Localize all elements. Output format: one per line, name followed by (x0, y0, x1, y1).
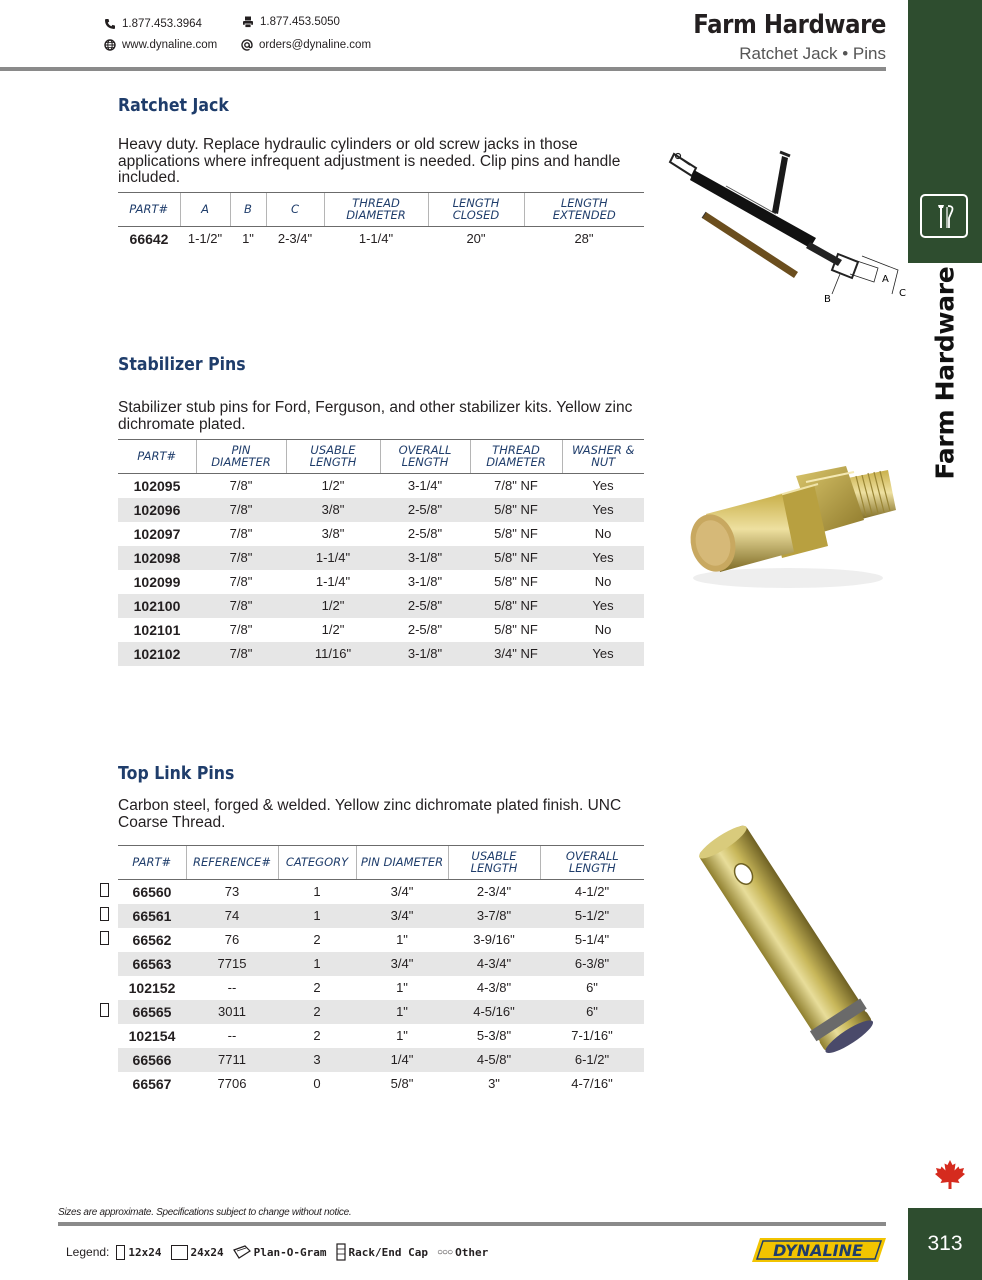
table-row (118, 498, 644, 522)
ratchet-jack-table (118, 192, 644, 251)
cell: 1 (278, 904, 356, 928)
table-row (118, 976, 644, 1000)
part-number: 66566 (118, 1048, 186, 1072)
cell: -- (227, 980, 237, 995)
part-number: 102096 (118, 498, 196, 522)
cell: 2-5/8" (407, 622, 443, 637)
col-overall-length: OVERALL LENGTH (380, 440, 470, 474)
top-link-pins-title: Top Link Pins (118, 764, 235, 784)
cell: 7/8" (196, 498, 286, 522)
col-length-extended: LENGTH EXTENDED (524, 193, 644, 227)
table-row (118, 1072, 644, 1096)
email-link[interactable]: orders@dynaline.com (259, 39, 372, 51)
part-number: 102099 (133, 573, 181, 590)
part-number: 102098 (118, 546, 196, 570)
table-row (118, 928, 644, 952)
cell: 5/8" NF (494, 622, 538, 637)
cell: -- (227, 1028, 237, 1043)
col-c: C (266, 193, 324, 227)
cell: No (594, 574, 612, 589)
pin-category-icon (920, 194, 968, 238)
stabilizer-pins-table (118, 439, 644, 666)
part-number: 66561 (118, 904, 186, 928)
col-part: PART# (118, 440, 196, 474)
cell: 20" (466, 231, 486, 247)
cell: 74 (186, 904, 278, 928)
dim-label-a: A (882, 274, 889, 285)
at-icon (241, 39, 253, 51)
legend-24x24-icon (171, 1245, 188, 1260)
cell: 5/8" NF (494, 574, 538, 589)
cell: 7715 (186, 952, 278, 976)
part-number: 66567 (132, 1075, 172, 1092)
ratchet-jack-image (666, 150, 906, 310)
cell: 3-1/8" (380, 642, 470, 666)
table-row (118, 904, 644, 928)
col-washer-nut: WASHER & NUT (562, 440, 644, 474)
cell: 2-3/4" (476, 884, 512, 900)
table-row (118, 880, 644, 904)
cell: 2-3/4" (277, 231, 313, 247)
table-row (118, 546, 644, 570)
part-number: 102152 (128, 979, 176, 996)
table-row (118, 227, 644, 251)
cell: 3/4" NF (470, 642, 562, 666)
col-b: B (230, 193, 266, 227)
side-tab-label: Farm Hardware (930, 266, 960, 480)
cell: 7/8" (196, 594, 286, 618)
col-pin-diameter: PIN DIAMETER (356, 846, 448, 880)
col-reference: REFERENCE# (186, 846, 278, 880)
cell: 3/8" (286, 498, 380, 522)
cell: 2 (313, 980, 321, 995)
col-category: CATEGORY (278, 846, 356, 880)
stabilizer-pin-image (678, 462, 906, 594)
cell: 3 (278, 1048, 356, 1072)
cell: 6-1/2" (540, 1048, 644, 1072)
maple-leaf-icon (933, 1158, 967, 1192)
top-link-pins-table (118, 845, 644, 1096)
cell: 5/8" NF (470, 546, 562, 570)
cell: 7/8" (229, 526, 253, 541)
cell: Yes (592, 478, 614, 494)
legend-12x24-marker (100, 1003, 109, 1017)
page-title: Farm Hardware (693, 10, 886, 40)
col-part: PART# (118, 846, 186, 880)
cell: 1" (356, 1000, 448, 1024)
cell: 1" (396, 932, 408, 947)
globe-icon (104, 39, 116, 51)
cell: 4-3/8" (476, 980, 512, 995)
table-row (118, 1024, 644, 1048)
email-contact (241, 39, 371, 51)
cell: 11/16" (286, 642, 380, 666)
col-thread-diameter: THREAD DIAMETER (470, 440, 562, 474)
legend-plan-o-gram-label: Plan-O-Gram (253, 1245, 327, 1259)
stabilizer-pins-description: Stabilizer stub pins for Ford, Ferguson, and other stabilizer kits. Yellow zinc dichromate plated. (118, 399, 633, 433)
cell: 3/8" (321, 526, 345, 541)
logo-text: DYNALINE (773, 1241, 863, 1260)
cell: 1/4" (356, 1048, 448, 1072)
table-row (118, 474, 644, 498)
cell: 7/8" (196, 546, 286, 570)
cell: 4-1/2" (574, 884, 610, 900)
footer-divider (58, 1222, 886, 1226)
cell: 1/2" (321, 478, 345, 494)
cell: 1/2" (321, 622, 345, 637)
legend-12x24-icon (116, 1245, 125, 1260)
cell: 7/8" NF (494, 478, 538, 494)
cell: 7/8" (196, 642, 286, 666)
cell: 5/8" NF (470, 594, 562, 618)
cell: 2 (313, 932, 321, 947)
legend-24x24-label: 24x24 (190, 1245, 224, 1259)
cell: 1 (278, 952, 356, 976)
cell: 5-3/8" (476, 1028, 512, 1043)
cell: 3" (488, 1076, 500, 1091)
cell: 1 (313, 884, 321, 900)
table-row (118, 618, 644, 642)
dim-label-b: B (824, 294, 831, 305)
legend-other-label: Other (455, 1245, 489, 1259)
cell: 1-1/2" (187, 231, 223, 247)
part-number: 102101 (133, 621, 181, 638)
legend-12x24-marker (100, 931, 109, 945)
cell: 7/8" (229, 478, 253, 494)
fax-number: 1.877.453.5050 (260, 16, 340, 28)
table-row (118, 1048, 644, 1072)
phone-number: 1.877.453.3964 (122, 18, 202, 30)
stabilizer-pins-title: Stabilizer Pins (118, 355, 246, 375)
cell: 3/4" (356, 952, 448, 976)
cell: 5/8" (390, 1076, 414, 1091)
cell: 3/4" (356, 904, 448, 928)
cell: No (594, 622, 612, 637)
cell: 1/2" (286, 594, 380, 618)
top-link-pins-description: Carbon steel, forged & welded. Yellow zinc dichromate plated finish. UNC Coarse Thread. (118, 797, 622, 831)
cell: 7-1/16" (571, 1028, 613, 1043)
part-number: 66563 (118, 952, 186, 976)
cell: 2-5/8" (407, 526, 443, 541)
cell: 3011 (186, 1000, 278, 1024)
cell: 6" (540, 1000, 644, 1024)
cell: 1" (396, 980, 408, 995)
part-number: 102154 (128, 1027, 176, 1044)
cell: Yes (562, 498, 644, 522)
cell: 7711 (186, 1048, 278, 1072)
legend-12x24-label: 12x24 (128, 1245, 162, 1259)
col-a: A (180, 193, 230, 227)
part-number: 102095 (133, 477, 181, 494)
cell: 6" (586, 980, 598, 995)
cell: 1" (396, 1028, 408, 1043)
disclaimer: Sizes are approximate. Specifications subject to change without notice. (58, 1207, 352, 1218)
cell: 2-5/8" (380, 594, 470, 618)
top-link-pin-image (668, 818, 904, 1068)
phone-contact (104, 18, 202, 30)
col-overall-length: OVERALL LENGTH (540, 846, 644, 880)
cell: 5-1/4" (574, 932, 610, 947)
page-subtitle: Ratchet Jack • Pins (739, 44, 886, 63)
legend-rack-end-cap-label: Rack/End Cap (348, 1245, 428, 1259)
cell: 2 (313, 1028, 321, 1043)
cell: 1-1/4" (315, 574, 351, 589)
cell: 1" (242, 231, 254, 247)
cell: 76 (224, 932, 240, 947)
cell: Yes (562, 546, 644, 570)
col-thread-diameter: THREAD DIAMETER (324, 193, 428, 227)
col-usable-length: USABLE LENGTH (286, 440, 380, 474)
cell: 0 (313, 1076, 321, 1091)
cell: 4-3/4" (448, 952, 540, 976)
page-number: 313 (908, 1208, 982, 1280)
table-row (118, 642, 644, 666)
table-row (118, 1000, 644, 1024)
legend-other-icon: ○○○ (436, 1246, 453, 1258)
website-contact (104, 39, 217, 51)
col-usable-length: USABLE LENGTH (448, 846, 540, 880)
cell: 2-5/8" (380, 498, 470, 522)
cell: 3-1/4" (407, 478, 443, 494)
cell: Yes (562, 642, 644, 666)
header-divider (0, 67, 886, 71)
cell: 4-5/16" (448, 1000, 540, 1024)
cell: 1-1/4" (358, 231, 394, 247)
part-number: 66565 (118, 1000, 186, 1024)
part-number: 102100 (118, 594, 196, 618)
legend-12x24-marker (100, 907, 109, 921)
col-length-closed: LENGTH CLOSED (428, 193, 524, 227)
cell: 3-9/16" (473, 932, 515, 947)
plan-o-gram-icon (233, 1245, 251, 1259)
cell: 4-7/16" (571, 1076, 613, 1091)
dynaline-logo (752, 1236, 886, 1264)
legend (66, 1240, 494, 1264)
cell: 3-1/8" (380, 546, 470, 570)
table-row (118, 952, 644, 976)
cell: 2 (278, 1000, 356, 1024)
part-number: 66562 (132, 931, 172, 948)
fax-icon (242, 16, 254, 28)
part-number: 66560 (132, 883, 172, 900)
cell: 3/4" (390, 884, 414, 900)
part-number: 102097 (133, 525, 181, 542)
cell: Yes (562, 594, 644, 618)
website-link[interactable]: www.dynaline.com (122, 39, 218, 51)
col-part: PART# (118, 193, 180, 227)
col-pin-diameter: PIN DIAMETER (196, 440, 286, 474)
cell: No (594, 526, 612, 541)
legend-12x24-marker (100, 883, 109, 897)
dim-label-c: C (899, 288, 906, 299)
cell: 5/8" NF (494, 526, 538, 541)
cell: 7706 (217, 1076, 247, 1091)
ratchet-jack-description: Heavy duty. Replace hydraulic cylinders or old screw jacks in those applications where infrequent adjustment is needed. Clip pins and handle included. (118, 136, 621, 186)
phone-icon (104, 18, 116, 30)
table-row (118, 570, 644, 594)
cell: 73 (224, 884, 240, 900)
cell: 7/8" (229, 622, 253, 637)
legend-label: Legend: (66, 1245, 110, 1259)
part-number: 102102 (118, 642, 196, 666)
cell: 5-1/2" (540, 904, 644, 928)
table-row (118, 522, 644, 546)
cell: 6-3/8" (540, 952, 644, 976)
cell: 3-7/8" (448, 904, 540, 928)
ratchet-jack-title: Ratchet Jack (118, 96, 229, 116)
part-number: 66642 (129, 230, 169, 247)
cell: 7/8" (229, 574, 253, 589)
cell: 28" (574, 231, 594, 247)
cell: 3-1/8" (407, 574, 443, 589)
cell: 4-5/8" (448, 1048, 540, 1072)
rack-end-cap-icon (336, 1243, 346, 1261)
cell: 1-1/4" (286, 546, 380, 570)
table-row (118, 594, 644, 618)
fax-contact (242, 16, 340, 28)
cell: 5/8" NF (470, 498, 562, 522)
